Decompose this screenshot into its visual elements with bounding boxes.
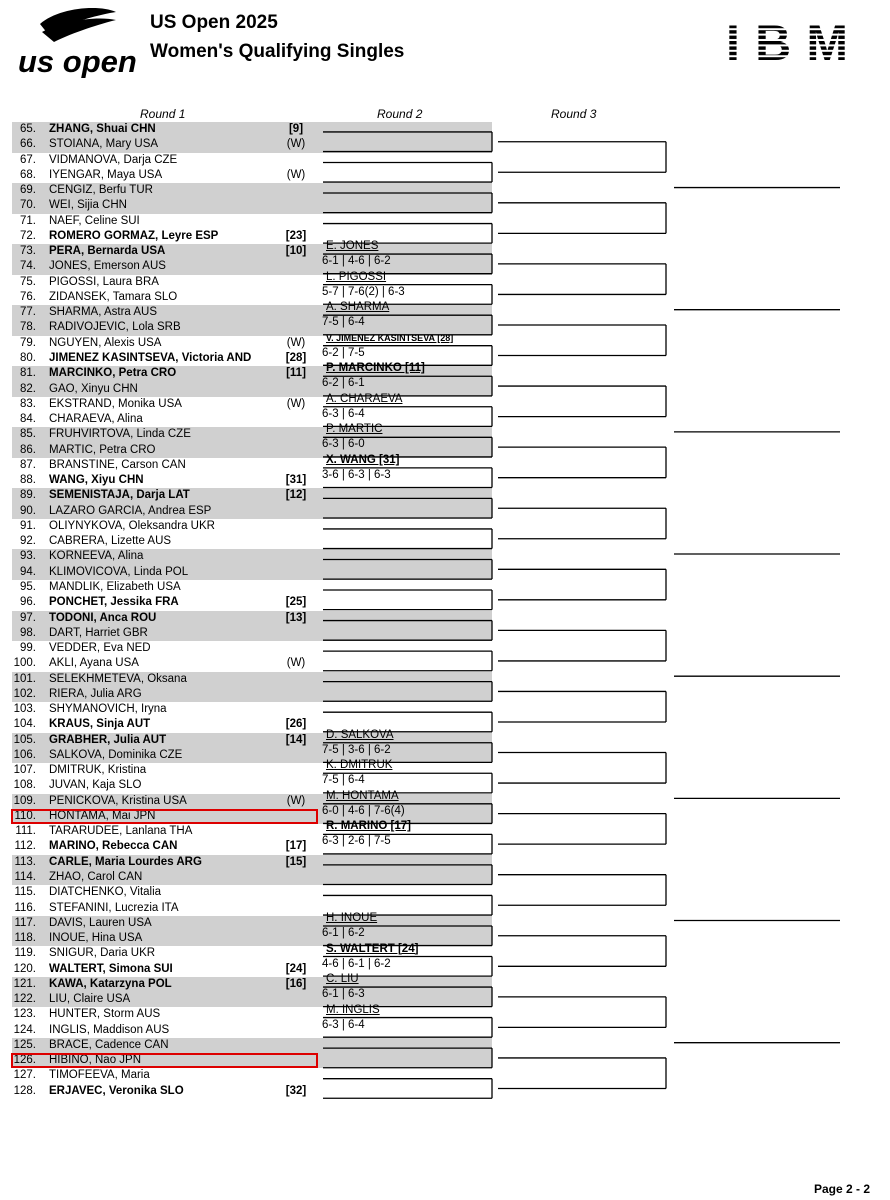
draw-number: 121. [13, 977, 36, 990]
player-name[interactable]: CENGIZ, Berfu TUR [49, 184, 153, 197]
round-2-winner [322, 729, 394, 741]
player-name[interactable]: SNIGUR, Daria UKR [49, 947, 156, 960]
player-seed: [11] [286, 367, 306, 380]
player-seed: (W) [286, 168, 306, 181]
match-score: 6-0 | 4-6 | 7-6(4) [322, 804, 405, 817]
draw-number: 84. [20, 413, 36, 426]
player-name[interactable]: AKLI, Ayana USA [49, 657, 139, 670]
round-2-winner [322, 943, 418, 955]
round-2-winner [322, 790, 399, 802]
us-open-logo-text: us open [18, 44, 137, 78]
draw-number: 127. [13, 1069, 36, 1082]
draw-number: 96. [20, 596, 36, 609]
player-seed: [23] [285, 229, 307, 242]
player-seed: [16] [285, 977, 307, 990]
player-name[interactable]: MARTIC, Petra CRO [49, 443, 156, 456]
player-name[interactable]: RADIVOJEVIC, Lola SRB [49, 321, 181, 334]
draw-number: 115. [14, 886, 36, 899]
match-score: 6-3 | 6-4 [322, 1018, 365, 1031]
draw-number: 107. [13, 764, 36, 777]
highlight-box [11, 809, 318, 824]
winner-name[interactable]: C. LIU [326, 973, 359, 986]
player-name[interactable]: IYENGAR, Maya USA [49, 168, 163, 181]
draw-number: 89. [20, 489, 36, 502]
draw-number: 122. [13, 993, 36, 1006]
draw-number: 81. [20, 367, 36, 380]
round-2-winner [322, 332, 453, 344]
player-seed: [28] [285, 351, 307, 364]
draw-number: 71. [20, 214, 36, 227]
player-name[interactable]: INOUE, Hina USA [49, 932, 143, 945]
player-name[interactable]: HIBINO, Nao JPN [49, 1054, 142, 1067]
player-seed: (W) [286, 138, 306, 151]
match-score: 5-7 | 7-6(2) | 6-3 [322, 285, 405, 298]
winner-name[interactable]: P. MARCINKO [11] [326, 362, 425, 375]
player-name[interactable]: CABRERA, Lizette AUS [49, 535, 172, 548]
ibm-logo-text: IBM [726, 15, 848, 62]
draw-number: 116. [14, 901, 36, 914]
player-name[interactable]: SELEKHMETEVA, Oksana [49, 672, 187, 685]
winner-name[interactable]: H. INOUE [326, 911, 378, 924]
draw-number: 119. [14, 947, 36, 960]
player-name[interactable]: PONCHET, Jessika FRA [49, 596, 179, 609]
draw-number: 77. [20, 306, 36, 319]
round-2-winner [322, 240, 378, 252]
player-name[interactable]: PERA, Bernarda USA [49, 245, 166, 258]
winner-name[interactable]: M. HONTAMA [326, 789, 399, 802]
draw-number: 76. [20, 290, 36, 303]
match-score: 7-5 | 3-6 | 6-2 [322, 743, 391, 756]
player-name[interactable]: JUVAN, Kaja SLO [49, 779, 142, 792]
draw-number: 108. [13, 779, 36, 792]
player-name[interactable]: CARLE, Maria Lourdes ARG [49, 855, 202, 868]
winner-name[interactable]: L. PIGOSSI [326, 270, 387, 283]
player-seed: [13] [285, 611, 307, 624]
player-name[interactable]: KAWA, Katarzyna POL [49, 977, 172, 990]
player-seed: [31] [285, 474, 307, 487]
draw-number: 103. [13, 703, 36, 716]
player-name[interactable]: JIMENEZ KASINTSEVA, Victoria AND [49, 351, 252, 364]
player-name[interactable]: VIDMANOVA, Darja CZE [49, 153, 178, 166]
draw-number: 104. [13, 718, 36, 731]
winner-name[interactable]: A. SHARMA [326, 301, 390, 314]
draw-number: 93. [20, 550, 36, 563]
draw-number: 83. [20, 397, 36, 410]
player-name[interactable]: KORNEEVA, Alina [49, 550, 144, 563]
draw-number: 92. [20, 535, 36, 548]
player-name[interactable]: NGUYEN, Alexis USA [49, 336, 162, 349]
player-name[interactable]: BRACE, Cadence CAN [49, 1038, 169, 1051]
player-name[interactable]: RIERA, Julia ARG [49, 687, 142, 700]
player-seed: (W) [286, 336, 306, 349]
player-name[interactable]: SALKOVA, Dominika CZE [49, 748, 183, 761]
draw-number: 80. [20, 351, 36, 364]
player-seed: [32] [285, 1084, 307, 1097]
draw-number: 112. [14, 840, 36, 853]
draw-number: 109. [13, 794, 36, 807]
round-2-winner [322, 393, 402, 405]
draw-number: 74. [20, 260, 36, 273]
highlight-box [11, 1053, 318, 1068]
winner-name[interactable]: V. JIMENEZ KASINTSEVA [28] [326, 332, 454, 343]
player-name[interactable]: KLIMOVICOVA, Linda POL [49, 565, 189, 578]
winner-name[interactable]: D. SALKOVA [326, 728, 394, 741]
draw-number: 94. [20, 565, 36, 578]
draw-number: 87. [20, 458, 36, 471]
winner-name[interactable]: X. WANG [31] [326, 453, 400, 466]
player-name[interactable]: ROMERO GORMAZ, Leyre ESP [49, 229, 219, 242]
round-2-winner [322, 1004, 380, 1016]
player-seed: [15] [285, 855, 307, 868]
player-name[interactable]: PENICKOVA, Kristina USA [49, 794, 187, 807]
player-name[interactable]: LIU, Claire USA [49, 993, 131, 1006]
winner-name[interactable]: R. MARINO [17] [326, 820, 411, 833]
round-2-winner [322, 820, 411, 832]
player-name[interactable]: MARCINKO, Petra CRO [49, 367, 177, 380]
winner-name[interactable]: S. WALTERT [24] [326, 942, 419, 955]
player-name[interactable]: ERJAVEC, Veronika SLO [49, 1084, 184, 1097]
draw-number: 95. [20, 580, 36, 593]
draw-number: 86. [20, 443, 36, 456]
draw-number: 102. [13, 687, 36, 700]
draw-number: 67. [20, 153, 36, 166]
winner-name[interactable]: K. DMITRUK [326, 759, 393, 772]
draw-number: 101. [13, 672, 36, 685]
round-2-winner [322, 301, 389, 313]
player-name[interactable]: STEFANINI, Lucrezia ITA [49, 901, 179, 914]
draw-number: 97. [20, 611, 36, 624]
draw-number: 70. [20, 199, 36, 212]
round-2-winner [322, 759, 392, 771]
player-name[interactable]: HONTAMA, Mai JPN [49, 809, 156, 822]
player-seed: [12] [285, 489, 307, 502]
draw-number: 72. [20, 229, 36, 242]
player-seed: [10] [285, 245, 307, 258]
draw-number: 78. [20, 321, 36, 334]
player-name[interactable]: ZHAO, Carol CAN [49, 871, 143, 884]
match-score: 6-3 | 6-0 [322, 438, 365, 451]
draw-number: 91. [20, 519, 36, 532]
winner-name[interactable]: P. MARTIC [326, 423, 383, 436]
player-name[interactable]: ZIDANSEK, Tamara SLO [49, 290, 178, 303]
page-number: Page 2 - 2 [813, 1182, 870, 1196]
winner-name[interactable]: M. INGLIS [326, 1003, 380, 1016]
draw-number: 66. [20, 138, 36, 151]
player-name[interactable]: HUNTER, Storm AUS [49, 1008, 161, 1021]
match-score: 7-5 | 6-4 [322, 316, 365, 329]
match-score: 6-2 | 7-5 [322, 346, 365, 359]
winner-name[interactable]: A. CHARAEVA [326, 392, 403, 405]
player-name[interactable]: GRABHER, Julia AUT [49, 733, 167, 746]
player-name[interactable]: KRAUS, Sinja AUT [49, 718, 151, 731]
player-name[interactable]: MARINO, Rebecca CAN [49, 840, 178, 853]
draw-number: 90. [20, 504, 36, 517]
player-seed: [17] [285, 840, 307, 853]
draw-number: 117. [14, 916, 36, 929]
player-name[interactable]: GAO, Xinyu CHN [49, 382, 138, 395]
player-name[interactable]: CHARAEVA, Alina [49, 413, 143, 426]
round-2-header: Round 2 [377, 107, 423, 121]
player-name[interactable]: BRANSTINE, Carson CAN [49, 458, 186, 471]
round-2-winner [322, 912, 377, 924]
draw-number: 126. [13, 1054, 36, 1067]
player-seed: (W) [286, 397, 306, 410]
player-name[interactable]: DART, Harriet GBR [49, 626, 148, 639]
player-name[interactable]: TIMOFEEVA, Maria [49, 1069, 150, 1082]
player-seed: (W) [286, 657, 306, 670]
draw-number: 100. [13, 657, 36, 670]
draw-number: 98. [20, 626, 36, 639]
draw-number: 75. [20, 275, 36, 288]
player-name[interactable]: PIGOSSI, Laura BRA [49, 275, 159, 288]
player-seed: [24] [285, 962, 307, 975]
match-score: 3-6 | 6-3 | 6-3 [322, 468, 391, 481]
draw-number: 128. [13, 1084, 36, 1097]
round-1-header: Round 1 [140, 107, 186, 121]
winner-name[interactable]: E. JONES [326, 240, 379, 253]
player-name[interactable]: LAZARO GARCIA, Andrea ESP [49, 504, 212, 517]
draw-number: 88. [20, 474, 36, 487]
match-score: 6-3 | 6-4 [322, 407, 365, 420]
draw-number: 111. [15, 825, 36, 838]
draw-number: 110. [14, 809, 36, 822]
player-name[interactable]: WANG, Xiyu CHN [49, 474, 144, 487]
match-score: 6-1 | 4-6 | 6-2 [322, 255, 391, 268]
match-score: 6-1 | 6-3 [322, 988, 365, 1001]
player-name[interactable]: DIATCHENKO, Vitalia [49, 886, 162, 899]
player-seed: [25] [285, 596, 307, 609]
player-name[interactable]: DMITRUK, Kristina [49, 764, 147, 777]
player-name[interactable]: FRUHVIRTOVA, Linda CZE [49, 428, 191, 441]
player-name[interactable]: SHARMA, Astra AUS [49, 306, 158, 319]
draw-number: 68. [20, 168, 36, 181]
round-2-winner [322, 423, 382, 435]
player-name[interactable]: WALTERT, Simona SUI [49, 962, 173, 975]
draw-number: 82. [20, 382, 36, 395]
draw-number: 105. [13, 733, 36, 746]
player-name[interactable]: INGLIS, Maddison AUS [49, 1023, 170, 1036]
player-name[interactable]: EKSTRAND, Monika USA [49, 397, 182, 410]
page-subtitle: Women's Qualifying Singles [150, 41, 405, 62]
draw-number: 114. [14, 871, 36, 884]
player-seed: [14] [285, 733, 307, 746]
match-score: 6-1 | 6-2 [322, 926, 365, 939]
round-2-winner [322, 271, 386, 283]
match-score: 7-5 | 6-4 [322, 774, 365, 787]
draw-number: 125. [13, 1038, 36, 1051]
round-2-winner [322, 454, 399, 466]
round-2-winner [322, 973, 359, 985]
draw-number: 106. [13, 748, 36, 761]
player-seed: [9] [288, 123, 304, 135]
draw-number: 120. [13, 962, 36, 975]
player-name[interactable]: TODONI, Anca ROU [49, 611, 157, 624]
draw-number: 99. [20, 642, 36, 655]
draw-number: 69. [20, 184, 36, 197]
draw-number: 124. [13, 1023, 36, 1036]
match-score: 6-2 | 6-1 [322, 377, 365, 390]
player-name[interactable]: SHYMANOVICH, Iryna [49, 703, 167, 716]
player-name[interactable]: NAEF, Celine SUI [49, 214, 140, 227]
player-seed: (W) [286, 794, 306, 807]
round-3-header: Round 3 [551, 107, 597, 121]
player-seed: [26] [285, 718, 307, 731]
draw-number: 73. [20, 245, 36, 258]
player-name[interactable]: TARARUDEE, Lanlana THA [49, 825, 193, 838]
draw-number: 118. [14, 932, 36, 945]
round-2-winner [322, 362, 425, 374]
player-name[interactable]: JONES, Emerson AUS [49, 260, 166, 273]
player-name[interactable]: WEI, Sijia CHN [49, 199, 127, 212]
match-score: 6-3 | 2-6 | 7-5 [322, 835, 391, 848]
match-score: 4-6 | 6-1 | 6-2 [322, 957, 391, 970]
player-name[interactable]: VEDDER, Eva NED [49, 642, 151, 655]
player-name[interactable]: STOIANA, Mary USA [49, 138, 159, 151]
page-title: US Open 2025 [150, 12, 278, 33]
player-name[interactable]: DAVIS, Lauren USA [49, 916, 152, 929]
draw-number: 123. [13, 1008, 36, 1021]
player-name[interactable]: SEMENISTAJA, Darja LAT [49, 489, 190, 502]
player-name[interactable]: MANDLIK, Elizabeth USA [49, 580, 181, 593]
player-name[interactable]: ZHANG, Shuai CHN [49, 123, 156, 135]
draw-number: 85. [20, 428, 36, 441]
draw-number: 79. [20, 336, 36, 349]
draw-number: 65. [20, 123, 36, 135]
player-name[interactable]: OLIYNYKOVA, Oleksandra UKR [49, 519, 215, 532]
draw-number: 113. [14, 855, 36, 868]
